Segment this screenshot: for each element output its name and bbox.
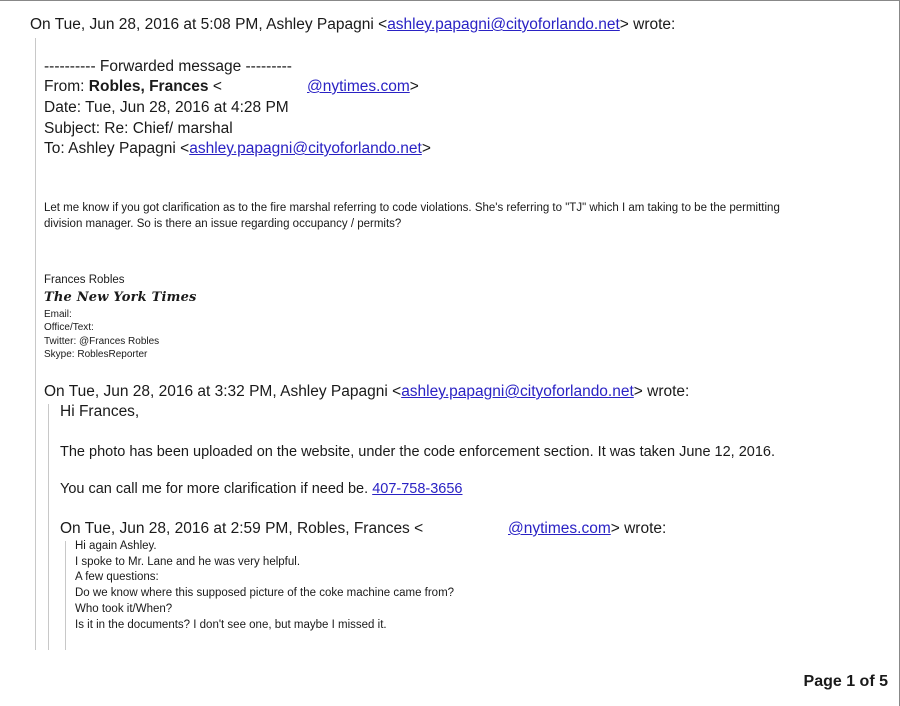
sender-email-link[interactable]: ashley.papagni@cityoforlando.net [387, 16, 620, 33]
forwarded-from-domain: @nytimes.com> [307, 78, 419, 95]
reply1-paragraph-2: You can call me for more clarification if need be. 407-758-3656 [60, 481, 463, 497]
signature-name: Frances Robles [44, 274, 125, 286]
forwarded-subject: Subject: Re: Chief/ marshal [44, 120, 233, 137]
forwarded-from: From: Robles, Frances < [44, 78, 222, 95]
reply2-domain-link[interactable]: @nytimes.com [508, 520, 611, 537]
body-line-1: Let me know if you got clarification as to the fire marshal referring to code violations. She's referring to "TJ" which I am taking to be the permitting [44, 202, 780, 214]
signature-email: Email: [44, 309, 72, 320]
nyt-logo: The New York Times [44, 290, 197, 305]
reply1-greeting: Hi Frances, [60, 403, 140, 420]
quote-bar-level-1 [35, 38, 36, 650]
reply2-line: Is it in the documents? I don't see one, but maybe I missed it. [75, 619, 387, 631]
reply2-line: Do we know where this supposed picture of the coke machine came from? [75, 587, 455, 599]
quote-bar-level-3 [65, 541, 66, 650]
page-number: Page 1 of 5 [803, 673, 888, 690]
signature-twitter: Twitter: @Frances Robles [44, 336, 160, 347]
quote-bar-level-2 [48, 404, 49, 650]
top-reply-header: On Tue, Jun 28, 2016 at 5:08 PM, Ashley Papagni <ashley.papagni@cityoforlando.net> wrote: [30, 16, 676, 33]
to-email-link[interactable]: ashley.papagni@cityoforlando.net [189, 140, 422, 157]
reply2-header: On Tue, Jun 28, 2016 at 2:59 PM, Robles, Frances < [60, 520, 424, 537]
page-top-border [0, 0, 900, 1]
forwarded-marker: ---------- Forwarded message --------- [44, 58, 292, 75]
phone-link[interactable]: 407-758-3656 [372, 481, 463, 497]
reply1-header: On Tue, Jun 28, 2016 at 3:32 PM, Ashley Papagni <ashley.papagni@cityoforlando.net> wrote: [44, 383, 690, 400]
reply1-email-link[interactable]: ashley.papagni@cityoforlando.net [401, 383, 634, 400]
reply2-line: I spoke to Mr. Lane and he was very helpful. [75, 556, 301, 568]
signature-skype: Skype: RoblesReporter [44, 349, 148, 360]
body-line-2: division manager. So is there an issue regarding occupancy / permits? [44, 218, 402, 230]
forwarded-date: Date: Tue, Jun 28, 2016 at 4:28 PM [44, 99, 289, 116]
signature-office: Office/Text: [44, 322, 94, 333]
reply2-line: Hi again Ashley. [75, 540, 157, 552]
reply2-line: Who took it/When? [75, 603, 173, 615]
from-domain-link[interactable]: @nytimes.com [307, 78, 410, 95]
from-name: Robles, Frances [88, 78, 209, 95]
reply2-header-domain: @nytimes.com> wrote: [508, 520, 667, 537]
reply1-paragraph-1: The photo has been uploaded on the website, under the code enforcement section. It was taken June 12, 2016. [60, 444, 776, 460]
forwarded-to: To: Ashley Papagni <ashley.papagni@cityoforlando.net> [44, 140, 431, 157]
reply2-line: A few questions: [75, 571, 159, 583]
